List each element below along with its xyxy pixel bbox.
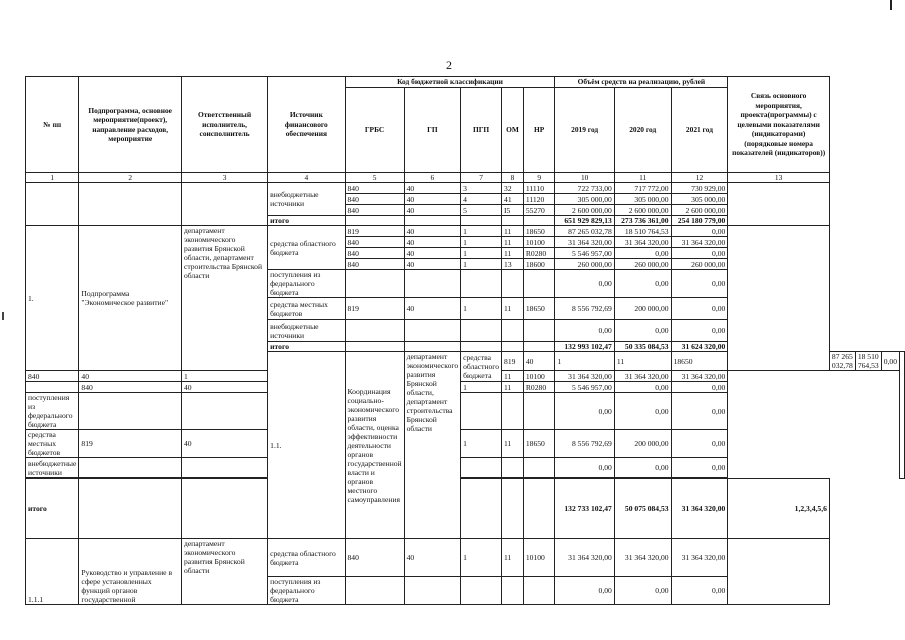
scan-edge-mark (890, 0, 892, 10)
code-cell: 11 (502, 371, 524, 382)
total-amount: 651 929 829,13 (555, 216, 614, 226)
code-cell: 1 (181, 371, 267, 382)
amount-cell: 0,00 (671, 577, 728, 605)
col-number: 2 (79, 173, 182, 183)
code-cell (523, 393, 555, 430)
code-cell (404, 270, 461, 298)
block2-source-federal: поступления из федерального бюджета (26, 393, 79, 430)
amount-cell: 0,00 (614, 393, 671, 430)
code-cell (404, 216, 461, 226)
block2-source-regional: средства областного бюджета (461, 352, 502, 382)
code-cell: 11120 (523, 194, 555, 205)
code-cell (461, 216, 502, 226)
code-cell (79, 393, 182, 430)
amount-cell: 260 000,00 (614, 259, 671, 270)
code-cell: 40 (404, 194, 461, 205)
total-amount: 50 075 084,53 (614, 479, 671, 539)
header-source: Источник финансового обеспечения (268, 77, 345, 173)
amount-cell: 18 510 764,53 (855, 352, 881, 371)
amount-cell: 31 364 320,00 (555, 237, 614, 248)
col-number: 9 (523, 173, 555, 183)
amount-cell: 0,00 (614, 320, 671, 342)
code-cell (502, 320, 524, 342)
block2-source-extra: внебюджетные источники (26, 458, 79, 478)
code-cell (181, 479, 267, 539)
block3-source-regional: средства областного бюджета (268, 539, 345, 577)
block1-source-extra: внебюджетные источники (268, 320, 345, 342)
code-cell: 11 (502, 539, 524, 577)
code-cell (461, 342, 502, 352)
code-cell: 32 (502, 183, 524, 194)
code-cell: 40 (404, 248, 461, 259)
code-cell (523, 270, 555, 298)
total-amount: 132 993 102,47 (555, 342, 614, 352)
code-cell: 11110 (523, 183, 555, 194)
code-cell: 1 (461, 259, 502, 270)
code-cell: 40 (523, 352, 555, 371)
header-program: Подпрограмма, основное мероприятие(проект), направление расходов, мероприятие (79, 77, 182, 173)
amount-cell: 31 364 320,00 (614, 371, 671, 382)
code-cell: 1 (461, 298, 502, 320)
code-cell: 40 (404, 539, 461, 577)
code-cell (523, 577, 555, 605)
header-nr: НР (523, 88, 555, 173)
block0-link (728, 183, 830, 226)
amount-cell: 0,00 (671, 430, 728, 458)
code-cell: 819 (79, 430, 182, 458)
header-executor: Ответственный исполнитель, соисполнитель (181, 77, 267, 173)
amount-cell: 31 364 320,00 (555, 371, 614, 382)
block1-source-regional: средства областного бюджета (268, 226, 345, 270)
amount-cell: 260 000,00 (671, 259, 728, 270)
code-cell: 1 (555, 352, 614, 371)
code-cell (502, 458, 524, 478)
col-number: 6 (404, 173, 461, 183)
code-cell: 840 (345, 205, 404, 216)
amount-cell: 0,00 (671, 226, 728, 237)
col-number: 10 (555, 173, 614, 183)
code-cell (502, 393, 524, 430)
code-cell: 840 (345, 259, 404, 270)
amount-cell: 0,00 (555, 320, 614, 342)
code-cell: 1 (461, 539, 502, 577)
amount-cell: 0,00 (881, 352, 899, 371)
code-cell: 40 (181, 430, 267, 458)
amount-cell: 8 556 792,69 (555, 298, 614, 320)
budget-table (25, 76, 905, 605)
col-number: 3 (181, 173, 267, 183)
header-pgp: ПГП (461, 88, 502, 173)
amount-cell: 8 556 792,69 (555, 430, 614, 458)
code-cell: 18600 (523, 259, 555, 270)
col-number: 5 (345, 173, 404, 183)
block1-name: Подпрограмма "Экономическое развитие" (79, 226, 182, 371)
code-cell: 40 (79, 371, 182, 382)
code-cell (523, 320, 555, 342)
block1-num: 1. (26, 226, 79, 371)
code-cell (345, 577, 404, 605)
block1-source-federal: поступления из федерального бюджета (268, 270, 345, 298)
code-cell: 5 (461, 205, 502, 216)
block0-name (79, 183, 182, 226)
code-cell (404, 577, 461, 605)
total-label: итого (268, 216, 345, 226)
col-number: 11 (614, 173, 671, 183)
code-cell: 11 (502, 382, 524, 393)
col-number: 7 (461, 173, 502, 183)
code-cell: 1 (461, 382, 502, 393)
amount-cell: 722 733,00 (555, 183, 614, 194)
code-cell: 18650 (671, 352, 728, 371)
amount-cell: 31 364 320,00 (555, 539, 614, 577)
code-cell: 55270 (523, 205, 555, 216)
block3-num: 1.1.1 (26, 539, 79, 605)
amount-cell: 2 600 000,00 (555, 205, 614, 216)
code-cell: 11 (502, 237, 524, 248)
amount-cell: 0,00 (555, 393, 614, 430)
amount-cell: 0,00 (614, 382, 671, 393)
header-num: № пп (26, 77, 79, 173)
amount-cell: 18 510 764,53 (614, 226, 671, 237)
col-number: 1 (26, 173, 79, 183)
total-amount: 50 335 084,53 (614, 342, 671, 352)
total-amount: 273 736 361,00 (614, 216, 671, 226)
code-cell: 4 (461, 194, 502, 205)
amount-cell: 2 600 000,00 (671, 205, 728, 216)
amount-cell: 0,00 (671, 320, 728, 342)
block1-executor: департамент экономического развития Брянской области, департамент строительства Брянской области (181, 226, 267, 371)
code-cell: 40 (404, 183, 461, 194)
amount-cell: 31 364 320,00 (671, 237, 728, 248)
amount-cell: 0,00 (671, 382, 728, 393)
amount-cell: 0,00 (555, 577, 614, 605)
code-cell (79, 458, 182, 478)
header-amount-group: Объём средств на реализацию, рублей (555, 77, 728, 88)
block3-name: Руководство и управление в сфере установленных функций органов государственной (79, 539, 182, 605)
code-cell (461, 458, 502, 478)
code-cell: 10100 (523, 237, 555, 248)
code-cell (404, 320, 461, 342)
code-cell: 11 (502, 298, 524, 320)
header-gp: ГП (404, 88, 461, 173)
amount-cell: 717 772,00 (614, 183, 671, 194)
block2-executor: департамент экономического развития Брянской области, департамент строительства Брянской области (404, 352, 461, 539)
code-cell: 11 (614, 352, 671, 371)
code-cell (523, 216, 555, 226)
total-amount: 31 624 320,00 (671, 342, 728, 352)
code-cell (502, 270, 524, 298)
header-code-group: Код бюджетной классификации (345, 77, 555, 88)
header-2020: 2020 год (614, 88, 671, 173)
block3-source-federal: поступления из федерального бюджета (268, 577, 345, 605)
amount-cell: 87 265 032,78 (555, 226, 614, 237)
block0-num (26, 183, 79, 226)
block1-link (728, 226, 830, 371)
amount-cell: 200 000,00 (614, 430, 671, 458)
code-cell: 40 (404, 259, 461, 270)
code-cell: 10100 (523, 539, 555, 577)
code-cell: 18650 (523, 226, 555, 237)
code-cell: R0280 (523, 382, 555, 393)
code-cell: 840 (79, 382, 182, 393)
amount-cell: 0,00 (671, 270, 728, 298)
code-cell: 840 (345, 183, 404, 194)
code-cell (345, 320, 404, 342)
amount-cell: 0,00 (614, 577, 671, 605)
total-label: итого (26, 479, 79, 539)
amount-cell: 305 000,00 (614, 194, 671, 205)
code-cell (461, 270, 502, 298)
amount-cell: 0,00 (671, 393, 728, 430)
amount-cell: 0,00 (555, 270, 614, 298)
block2-link-empty (900, 352, 905, 479)
code-cell (181, 458, 267, 478)
amount-cell: 305 000,00 (671, 194, 728, 205)
block2-source-regional-cont (26, 382, 79, 393)
code-cell: 840 (345, 539, 404, 577)
block2-link: 1,2,3,4,5,6 (728, 479, 830, 539)
code-cell (523, 342, 555, 352)
amount-cell: 305 000,00 (555, 194, 614, 205)
amount-cell: 31 364 320,00 (614, 539, 671, 577)
col-number: 8 (502, 173, 524, 183)
code-cell: 18650 (523, 298, 555, 320)
header-link: Связь основного мероприятия, проекта(программы) с целевыми показателями (индикаторами) (порядковые номера показателей (индикаторов)) (728, 77, 830, 173)
code-cell (523, 479, 555, 539)
code-cell: 40 (404, 298, 461, 320)
code-cell: 40 (404, 226, 461, 237)
amount-cell: 0,00 (555, 458, 614, 478)
code-cell: 1 (461, 226, 502, 237)
code-cell (502, 577, 524, 605)
amount-cell: 87 265 032,78 (829, 352, 855, 371)
col-number: 12 (671, 173, 728, 183)
code-cell (502, 216, 524, 226)
code-cell (502, 479, 524, 539)
block0-source-extra: внебюджетные источники (268, 183, 345, 216)
code-cell: 13 (502, 259, 524, 270)
page-number: 2 (446, 58, 452, 72)
code-cell: 3 (461, 183, 502, 194)
amount-cell: 31 364 320,00 (671, 371, 728, 382)
code-cell (461, 393, 502, 430)
header-2019: 2019 год (555, 88, 614, 173)
code-cell: 819 (345, 226, 404, 237)
code-cell: 41 (502, 194, 524, 205)
amount-cell: 0,00 (671, 298, 728, 320)
block2-source-local: средства местных бюджетов (26, 430, 79, 458)
code-cell: 11 (502, 226, 524, 237)
amount-cell: 0,00 (614, 458, 671, 478)
block3-executor: департамент экономического развития Брянской области (181, 539, 267, 605)
code-cell: 10100 (523, 371, 555, 382)
amount-cell: 5 546 957,00 (555, 382, 614, 393)
code-cell (345, 342, 404, 352)
amount-cell: 31 364 320,00 (614, 237, 671, 248)
header-om: ОМ (502, 88, 524, 173)
code-cell (461, 479, 502, 539)
code-cell: 1 (461, 248, 502, 259)
amount-cell: 260 000,00 (555, 259, 614, 270)
amount-cell: 200 000,00 (614, 298, 671, 320)
code-cell: 40 (181, 382, 267, 393)
amount-cell: 730 929,00 (671, 183, 728, 194)
code-cell (181, 393, 267, 430)
code-cell: 40 (404, 237, 461, 248)
block2-name: Координация социально-экономического развития области, оценка эффективности деятельности органов государственной власти и органов местного самоуправления (345, 352, 404, 539)
code-cell: R0280 (523, 248, 555, 259)
code-cell (404, 342, 461, 352)
code-cell: 11 (502, 430, 524, 458)
block2-num: 1.1. (268, 352, 345, 539)
code-cell (345, 270, 404, 298)
amount-cell: 2 600 000,00 (614, 205, 671, 216)
code-cell: 840 (345, 237, 404, 248)
code-cell (502, 342, 524, 352)
code-cell (79, 479, 182, 539)
amount-cell: 0,00 (671, 458, 728, 478)
code-cell: 11 (502, 248, 524, 259)
col-number: 13 (728, 173, 830, 183)
block0-executor (181, 183, 267, 226)
header-2021: 2021 год (671, 88, 728, 173)
code-cell: 1 (461, 237, 502, 248)
header-grbs: ГРБС (345, 88, 404, 173)
scan-side-mark (2, 312, 4, 320)
code-cell (345, 216, 404, 226)
code-cell (461, 577, 502, 605)
code-cell: 819 (345, 298, 404, 320)
code-cell: 840 (345, 248, 404, 259)
code-cell: 18650 (523, 430, 555, 458)
amount-cell: 5 546 957,00 (555, 248, 614, 259)
amount-cell: 0,00 (614, 248, 671, 259)
total-amount: 254 180 779,00 (671, 216, 728, 226)
amount-cell: 0,00 (614, 270, 671, 298)
code-cell (523, 458, 555, 478)
amount-cell: 31 364 320,00 (671, 539, 728, 577)
code-cell: 840 (26, 371, 79, 382)
block1-source-local: средства местных бюджетов (268, 298, 345, 320)
total-amount: 31 364 320,00 (671, 479, 728, 539)
code-cell: 819 (502, 352, 524, 371)
amount-cell: 0,00 (671, 248, 728, 259)
block3-link (728, 539, 830, 605)
total-label: итого (268, 342, 345, 352)
code-cell: 1 (461, 430, 502, 458)
code-cell: 40 (404, 205, 461, 216)
code-cell: I5 (502, 205, 524, 216)
code-cell (461, 320, 502, 342)
col-number: 4 (268, 173, 345, 183)
code-cell: 840 (345, 194, 404, 205)
total-amount: 132 733 102,47 (555, 479, 614, 539)
